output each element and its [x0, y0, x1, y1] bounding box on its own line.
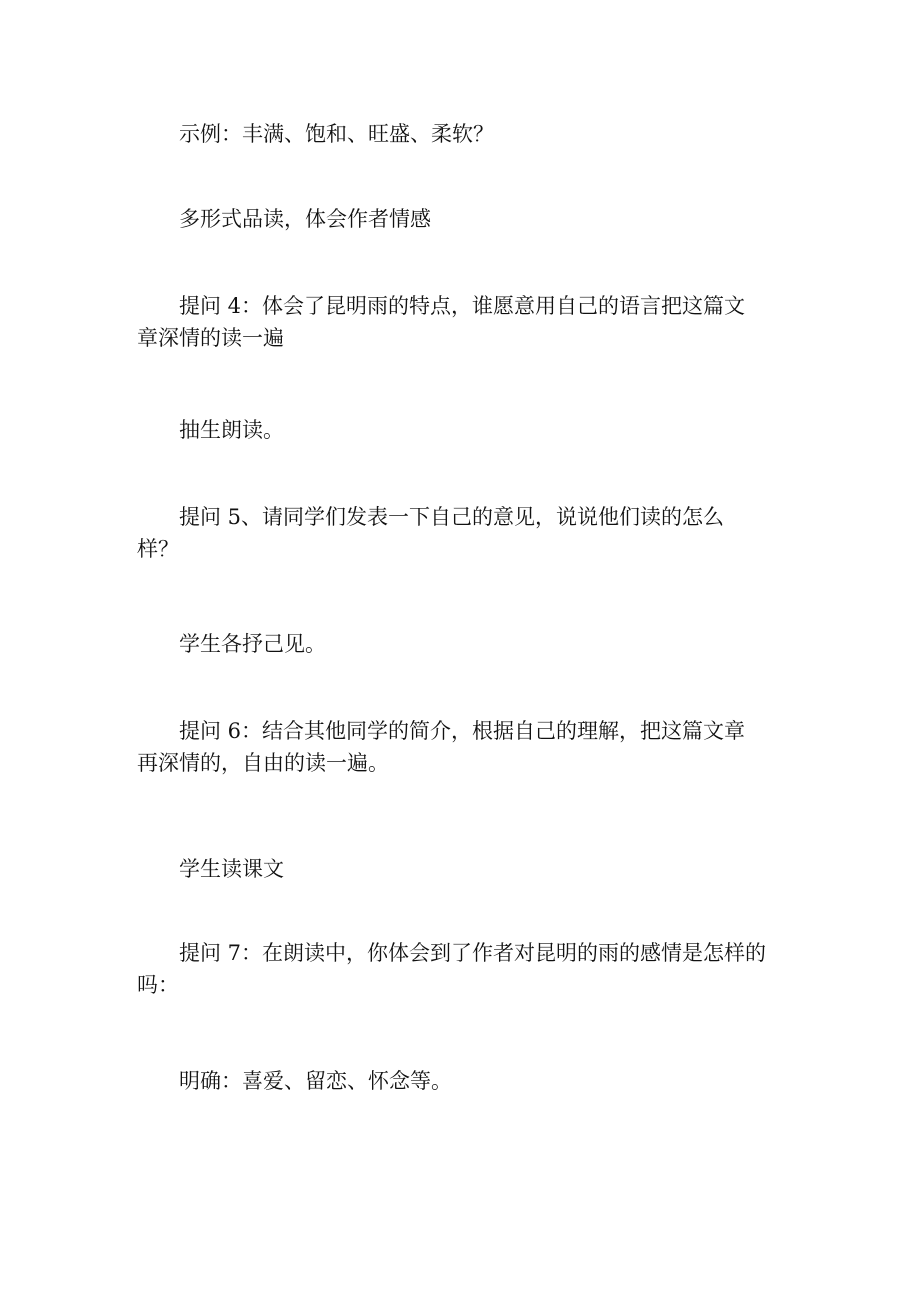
text-line: 提问 5、请同学们发表一下自己的意见，说说他们读的怎么: [179, 505, 725, 529]
section-heading-paragraph: [137, 203, 787, 235]
text-line: 学生各抒己见。: [179, 632, 326, 656]
text-line: 抽生朗读。: [179, 418, 284, 442]
example-paragraph: [137, 118, 787, 150]
text-line: 章深情的读一遍: [137, 326, 284, 350]
student-reading-paragraph: [137, 853, 787, 885]
text-line: 示例：丰满、饱和、旺盛、柔软？: [179, 122, 494, 146]
reading-paragraph: [137, 414, 787, 446]
question-5-paragraph: [137, 501, 787, 565]
text-line: 提问 6：结合其他同学的简介，根据自己的理解，把这篇文章: [179, 719, 746, 743]
text-line: 提问 4：体会了昆明雨的特点，谁愿意用自己的语言把这篇文: [179, 294, 746, 318]
text-line: 多形式品读，体会作者情感: [179, 207, 431, 231]
text-line: 提问 7：在朗读中，你体会到了作者对昆明的雨的感情是怎样的: [179, 941, 767, 965]
answer-paragraph: [137, 1065, 787, 1097]
text-line: 再深情的，自由的读一遍。: [137, 751, 389, 775]
text-line: 明确：喜爱、留恋、怀念等。: [179, 1069, 452, 1093]
text-line: 学生读课文: [179, 857, 284, 881]
text-line: 吗：: [137, 973, 179, 997]
students-opinion-paragraph: [137, 628, 787, 660]
text-line: 样？: [137, 537, 179, 561]
question-6-paragraph: [137, 715, 787, 779]
question-4-paragraph: [137, 290, 787, 354]
question-7-paragraph: [137, 937, 787, 1001]
